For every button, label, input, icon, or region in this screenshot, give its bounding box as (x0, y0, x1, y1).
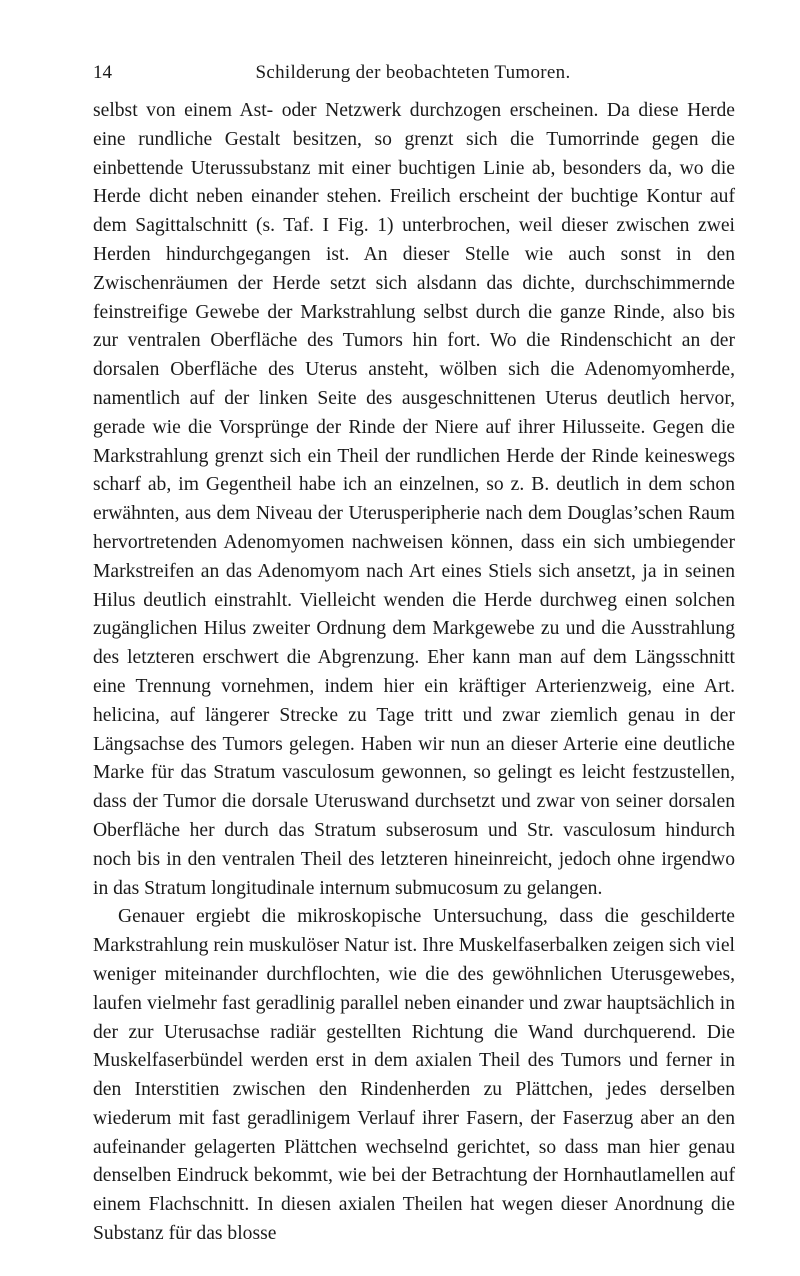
paragraph-continued: selbst von einem Ast- oder Netzwerk durchzogen erscheinen. Da diese Herde eine rundliche Gestalt besitzen, so grenzt sich die Tumorrinde gegen die einbettende Uterussubstanz mit einer buchtigen Linie ab, besonders da, wo die Herde dicht neben einander stehen. Freilich erscheint der buchtige Kontur auf dem Sagittalschnitt (s. Taf. I Fig. 1) unterbrochen, weil dieser zwischen zwei Herden hindurchgegangen ist. An dieser Stelle wie auch sonst in den Zwischenräumen der Herde setzt sich alsdann das dichte, durchschimmernde feinstreifige Gewebe der Markstrahlung selbst durch die ganze Rinde, also bis zur ventralen Oberfläche des Tumors hin fort. Wo die Rindenschicht an der dorsalen Oberfläche des Uterus ansteht, wölben sich die Adenomyomherde, namentlich auf der linken Seite des ausgeschnittenen Uterus deutlich hervor, gerade wie die Vorsprünge der Rinde der Niere auf ihrer Hilusseite. Gegen die Markstrahlung grenzt sich ein Theil der rundlichen Herde der Rinde keineswegs scharf ab, im Gegentheil habe ich an einzelnen, so z. B. deutlich in dem schon erwähnten, aus dem Niveau der Uterusperipherie nach dem Douglas’schen Raum hervortretenden Adenomyomen nachweisen können, dass ein sich umbiegender Markstreifen an das Adenomyom nach Art eines Stiels sich ansetzt, ja in seinen Hilus deutlich einstrahlt. Vielleicht wenden die Herde durchweg einen solchen zugänglichen Hilus zweiter Ordnung dem Markgewebe zu und die Ausstrahlung des letzteren erschwert die Abgrenzung. Eher kann man auf dem Längsschnitt eine Trennung vornehmen, indem hier ein kräftiger Arterienzweig, eine Art. helicina, auf längerer Strecke zu Tage tritt und zwar ziemlich genau in der Längsachse des Tumors gelegen. Haben wir nun an dieser Arterie eine deutliche Marke für das Stratum vasculosum gewonnen, so gelingt es leicht festzustellen, dass der Tumor die dorsale Uteruswand durchsetzt und zwar von seiner dorsalen Oberfläche her durch das Stratum subserosum und Str. vasculosum hindurch noch bis in den ventralen Theil des letzteren hineinreicht, jedoch ohne irgendwo in das Stratum longitudinale internum submucosum zu gelangen. (93, 100, 735, 899)
paragraph: Genauer ergiebt die mikroskopische Untersuchung, dass die geschilderte Markstrahlung rein muskulöser Natur ist. Ihre Muskelfaserbalken zeigen sich viel weniger miteinander durchflochten, wie die des gewöhnlichen Uterusgewebes, laufen vielmehr fast geradlinig parallel neben einander und zwar hauptsächlich in der zur Uterusachse radiär gestellten Richtung die Wand durchquerend. Die Muskelfaserbündel werden erst in dem axialen Theil des Tumors und ferner in den Interstitien zwischen den Rindenherden zu Plättchen, jedes derselben wiederum mit fast geradlinigem Verlauf ihrer Fasern, der Faserzug aber an den aufeinander gelagerten Plättchen wechselnd gerichtet, so dass man hier genau denselben Eindruck bekommt, wie bei der Betrachtung der Hornhautlamellen auf einem Flachschnitt. In diesen axialen Theilen hat wegen dieser Anordnung die Substanz für das blosse (93, 906, 735, 1245)
page-number: 14 (93, 62, 112, 83)
running-title: Schilderung der beobachteten Tumoren. (255, 62, 571, 83)
body-text (93, 97, 735, 1249)
running-head (93, 58, 733, 88)
